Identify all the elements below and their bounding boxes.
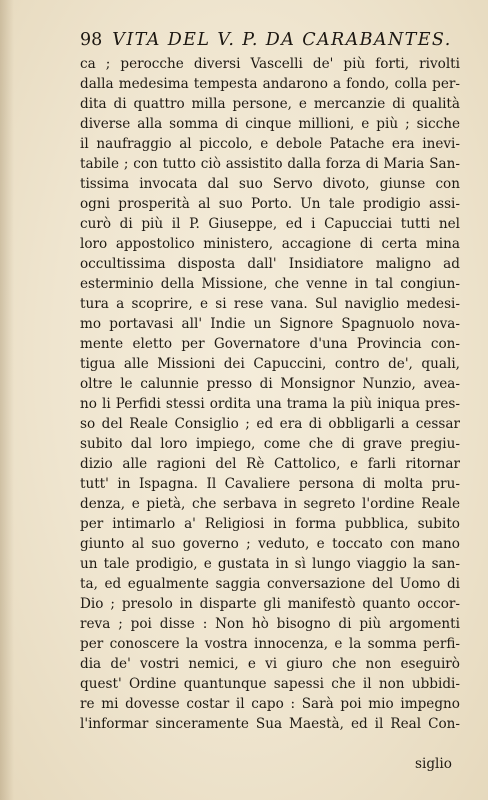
text-line: ca ; perocche diversi Vascelli de' più forti, rivolti — [80, 56, 460, 72]
text-line: subito dal loro impiego, come che di grave pregiu- — [80, 436, 460, 452]
running-head — [80, 30, 470, 56]
text-line: so del Reale Consiglio ; ed era di obbligarli a cessar — [80, 416, 460, 432]
text-line: l'informar sinceramente Sua Maestà, ed il Real Con- — [80, 716, 460, 732]
text-line: occultissima disposta dall' Insidiatore maligno ad — [80, 256, 460, 272]
text-line: curò di più il P. Giuseppe, ed i Capucciai tutti nel — [80, 216, 460, 232]
text-line: il naufraggio al piccolo, e debole Patache era inevi- — [80, 136, 460, 152]
text-line: dizio alle ragioni del Rè Cattolico, e farli ritornar — [80, 456, 460, 472]
text-line: ta, ed egualmente saggia conversazione del Uomo di — [80, 576, 460, 592]
text-line: tigua alle Missioni dei Capuccini, contro de', quali, — [80, 356, 460, 372]
text-line: denza, e pietà, che serbava in segreto l'ordine Reale — [80, 496, 460, 512]
text-line: dita di quattro milla persone, e mercanzie di qualità — [80, 96, 460, 112]
text-line: per conoscere la vostra innocenza, e la somma perfi- — [80, 636, 460, 652]
text-line: tabile ; con tutto ciò assistito dalla forza di Maria San- — [80, 156, 460, 172]
text-line: tissima invocata dal suo Servo divoto, giunse con — [80, 176, 460, 192]
text-line: per intimarlo a' Religiosi in forma pubblica, subito — [80, 516, 460, 532]
catchword: siglio — [415, 756, 452, 772]
text-line: mente eletto per Governatore d'una Provincia con- — [80, 336, 460, 352]
text-line: re mi dovesse costar il capo : Sarà poi mio impegno — [80, 696, 460, 712]
text-line: Dio ; presolo in disparte gli manifestò quanto occor- — [80, 596, 460, 612]
text-line: quest' Ordine quantunque sapessi che il non ubbidi- — [80, 676, 460, 692]
text-line: loro appostolico ministero, accagione di certa mina — [80, 236, 460, 252]
text-line: un tale prodigio, e gustata in sì lungo viaggio la san- — [80, 556, 460, 572]
body-text — [80, 54, 460, 734]
text-line: oltre le calunnie presso di Monsignor Nunzio, avea- — [80, 376, 460, 392]
text-line: diverse alla somma di cinque millioni, e più ; sicche — [80, 116, 460, 132]
text-line: tutt' in Ispagna. Il Cavaliere persona di molta pru- — [80, 476, 460, 492]
text-line: ogni prosperità al suo Porto. Un tale prodigio assi- — [80, 196, 460, 212]
text-line: mo portavasi all' Indie un Signore Spagnuolo nova- — [80, 316, 460, 332]
text-line: giunto al suo governo ; veduto, e toccato con mano — [80, 536, 460, 552]
text-line: tura a scoprire, e si rese vana. Sul naviglio medesi- — [80, 296, 460, 312]
text-line: dalla medesima tempesta andarono a fondo, colla per- — [80, 76, 460, 92]
text-line: no li Perfidi stessi ordita una trama la più iniqua pres- — [80, 396, 460, 412]
text-line: reva ; poi disse : Non hò bisogno di più argomenti — [80, 616, 460, 632]
text-line: esterminio della Missione, che venne in tal congiun- — [80, 276, 460, 292]
page-number: 98 — [80, 30, 103, 50]
running-title: VITA DEL V. P. DA CARABANTES. — [112, 30, 452, 50]
text-line: dia de' vostri nemici, e vi giuro che non eseguirò — [80, 656, 460, 672]
